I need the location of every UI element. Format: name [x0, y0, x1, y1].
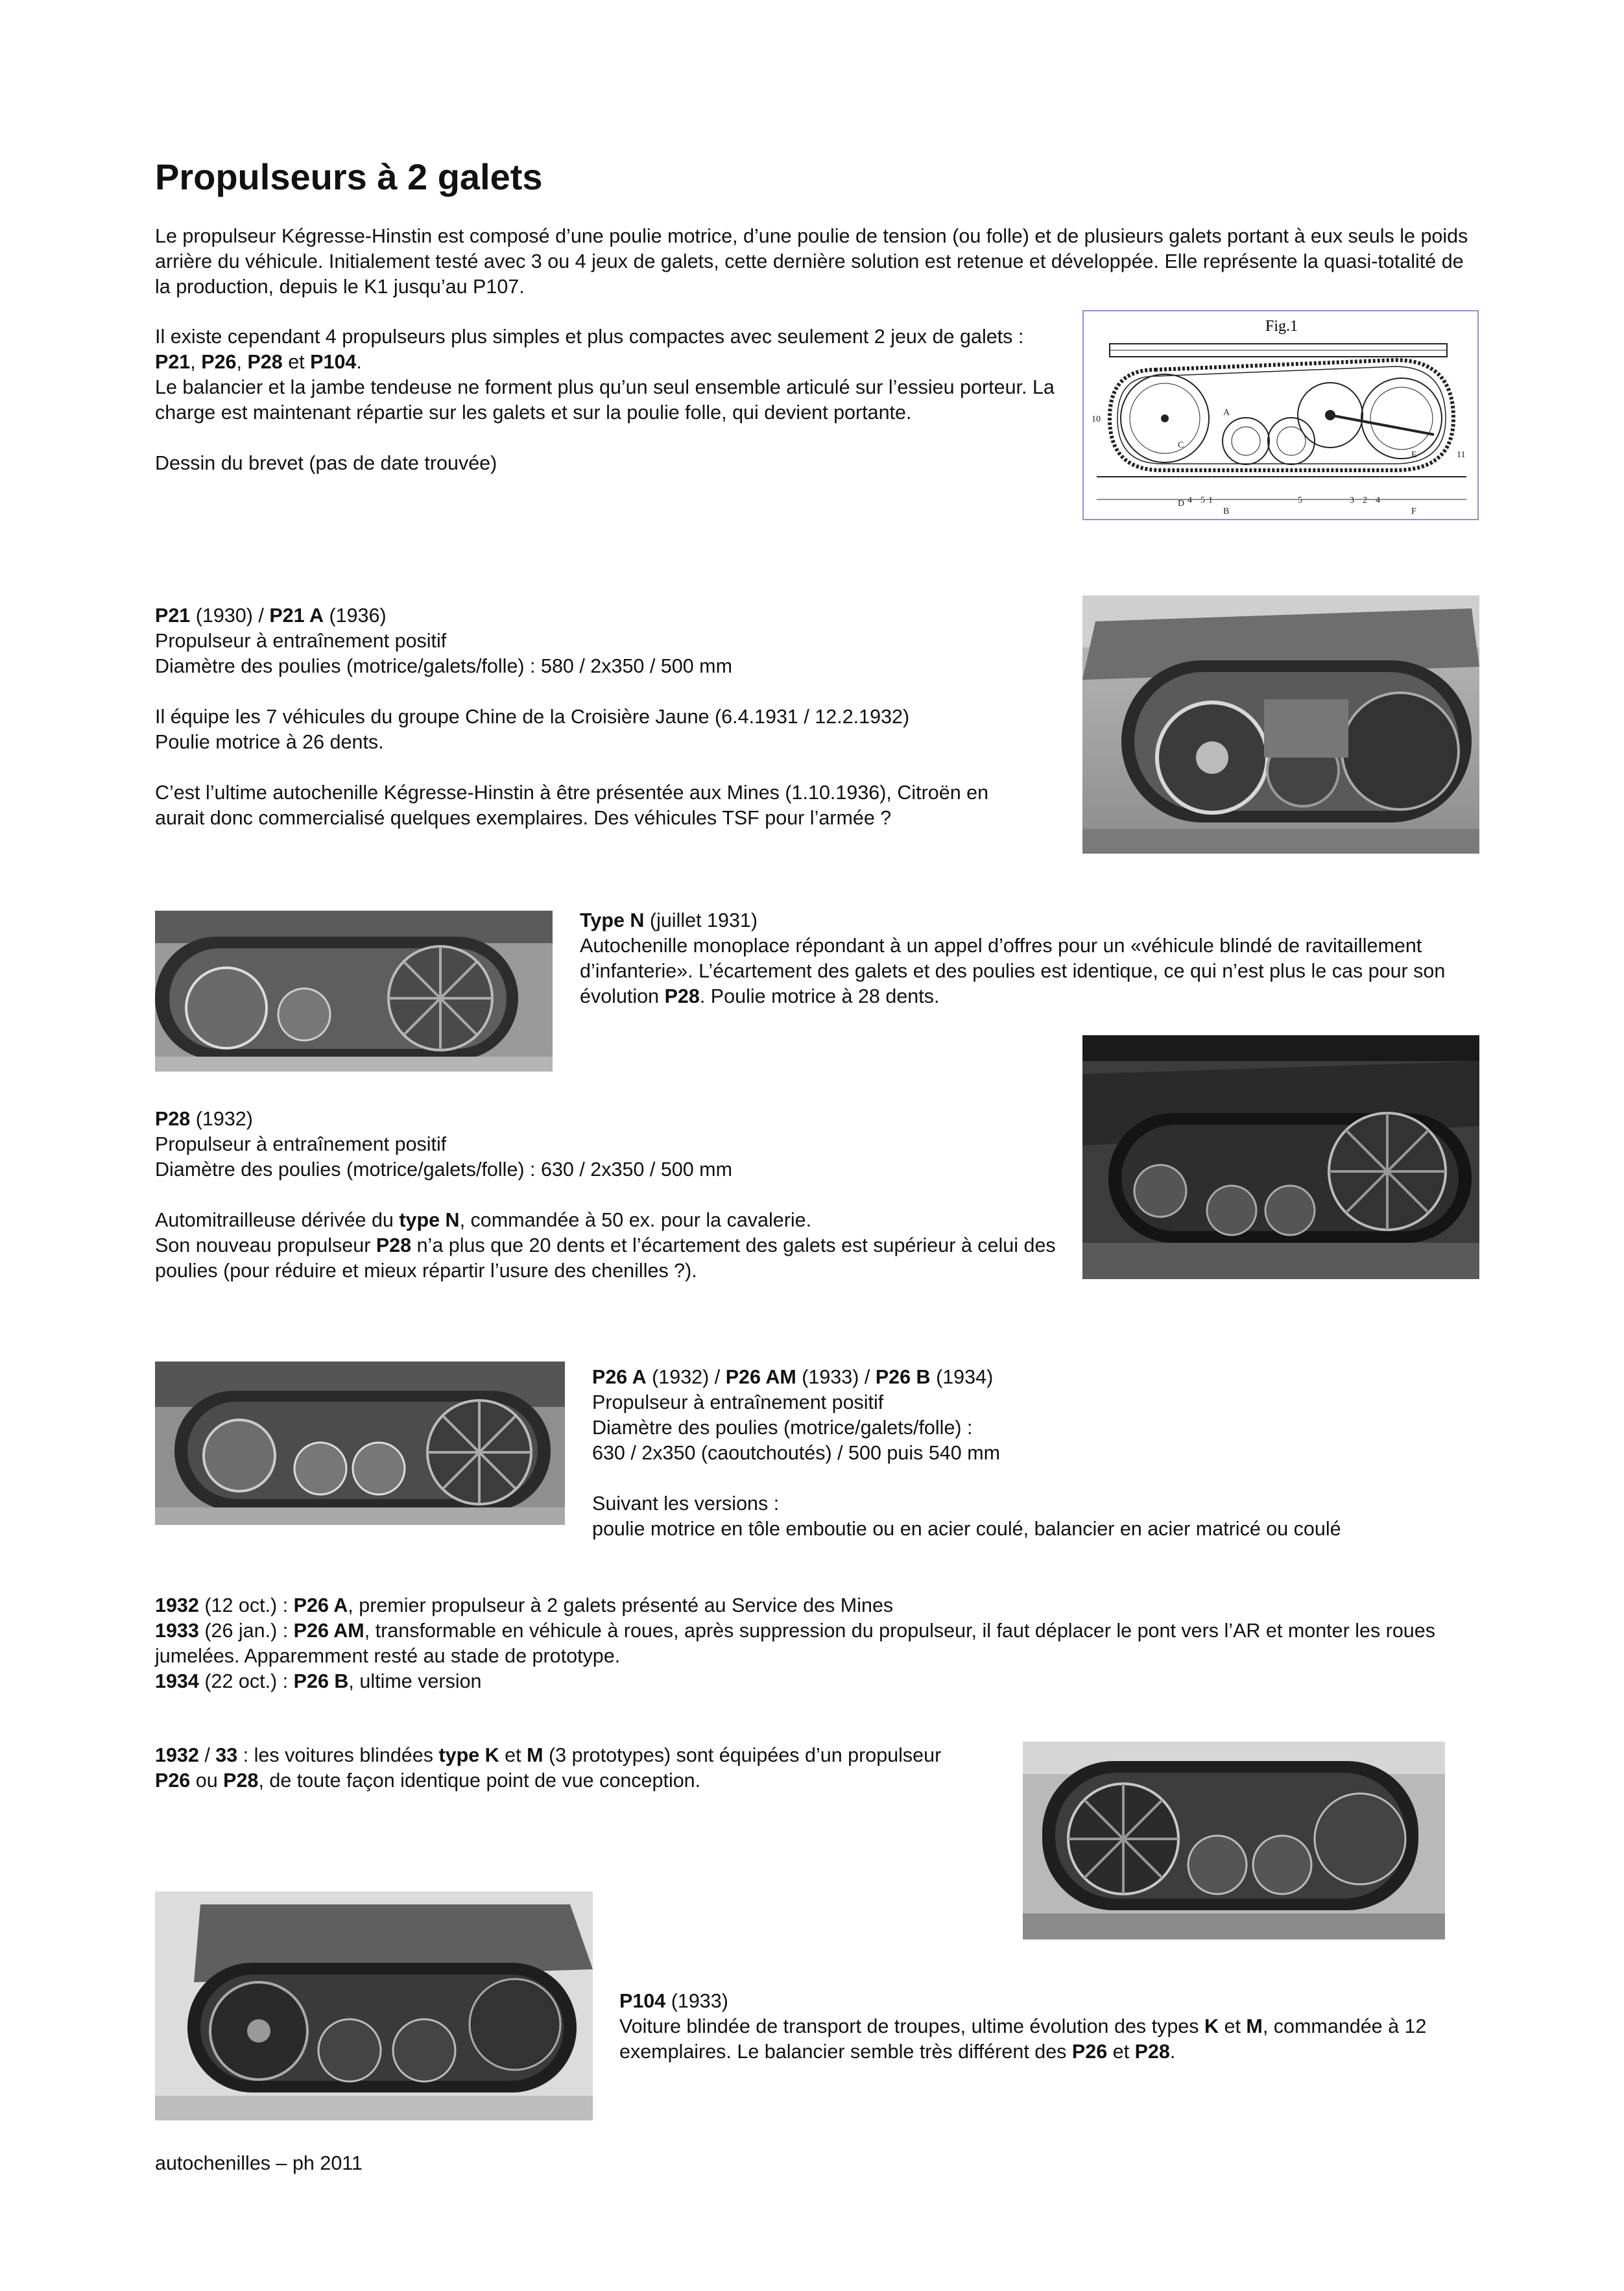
timeline-entry: 1932 (12 oct.) : P26 A, premier propulseur à 2 galets présenté au Service des Mines	[155, 1594, 894, 1616]
svg-text:E: E	[1411, 450, 1417, 460]
balancier-text: Le balancier et la jambe tendeuse ne forment plus qu’un seul ensemble articulé sur l’essieu porteur. La charge est maintenant répartie sur les galets et sur la poulie folle, qui devient portante.	[155, 376, 1055, 424]
p26-photo	[155, 1361, 565, 1525]
type-n-photo	[155, 911, 553, 1072]
p21-croisiere: Il équipe les 7 véhicules du groupe Chine de la Croisière Jaune (6.4.1931 / 12.2.1932)	[155, 706, 910, 728]
p28-drive: Propulseur à entraînement positif	[155, 1133, 447, 1155]
svg-text:C: C	[1178, 440, 1184, 450]
svg-text:4: 4	[1188, 496, 1192, 505]
km-section	[155, 1743, 946, 1793]
p26-diameters: 630 / 2x350 (caoutchoutés) / 500 puis 540 mm	[592, 1442, 1001, 1464]
timeline-entry: 1933 (26 jan.) : P26 AM, transformable en véhicule à roues, après suppression du propulseur, il faut déplacer le pont vers l’AR et monter les roues jumelées. Apparemment resté au stade de prototype.	[155, 1620, 1435, 1667]
p26-heading: P26 A (1932) / P26 AM (1933) / P26 B (1934)	[592, 1366, 994, 1388]
p21-heading: P21 (1930) / P21 A (1936)	[155, 605, 387, 627]
svg-text:11: 11	[1457, 450, 1466, 460]
p26-versions: poulie motrice en tôle emboutie ou en acier coulé, balancier en acier matricé ou coulé	[592, 1518, 1341, 1540]
timeline-entry: 1934 (22 oct.) : P26 B, ultime version	[155, 1670, 482, 1692]
svg-text:4: 4	[1376, 496, 1380, 505]
intro-text: Le propulseur Kégresse-Hinstin est composé d’une poulie motrice, d’une poulie de tension (ou folle) et de plusieurs galets portant à eux seuls le poids arrière du véhicule. Initialement testé avec 3 ou 4 jeux de galets, cette dernière solution est retenue et développée. Elle représente la quasi-totalité de la production, depuis le K1 jusqu’au P107.	[155, 225, 1468, 298]
patent-drawing	[1082, 310, 1479, 520]
svg-text:1: 1	[1208, 496, 1213, 505]
p104-description: Voiture blindée de transport de troupes, ultime évolution des types K et M, commandée à 12 exemplaires. Le balancier semble très différent des P26 et P28.	[619, 2015, 1427, 2063]
p21-diameters: Diamètre des poulies (motrice/galets/folle) : 580 / 2x350 / 500 mm	[155, 655, 732, 677]
p26-timeline	[155, 1593, 1459, 1694]
p28-heading: P28 (1932)	[155, 1108, 253, 1130]
svg-text:F: F	[1411, 507, 1416, 516]
svg-text:10: 10	[1092, 414, 1101, 424]
svg-text:A: A	[1223, 408, 1230, 418]
figure-caption: Fig.1	[1265, 318, 1298, 335]
p21-mines: C’est l’ultime autochenille Kégresse-Hinstin à être présentée aux Mines (1.10.1936), Citroën en aurait donc commercialisé quelques exemplaires. Des véhicules TSF pour l’armée ?	[155, 782, 989, 829]
p104-section	[619, 1989, 1482, 2065]
patent-caption: Dessin du brevet (pas de date trouvée)	[155, 452, 497, 474]
page-title: Propulseurs à 2 galets	[155, 156, 543, 197]
simple-propulsors-section	[155, 324, 1063, 476]
simple-propulsors-text: Il existe cependant 4 propulseurs plus simples et plus compactes avec seulement 2 jeux de galets : P21, P26, P28 et P104.	[155, 326, 1024, 373]
svg-text:B: B	[1223, 507, 1230, 516]
svg-text:2: 2	[1363, 496, 1367, 505]
svg-text:D: D	[1178, 499, 1185, 509]
p21-teeth: Poulie motrice à 26 dents.	[155, 731, 384, 753]
p26-drive: Propulseur à entraînement positif	[592, 1391, 884, 1413]
p28-automitrailleuse: Automitrailleuse dérivée du type N, commandée à 50 ex. pour la cavalerie.	[155, 1209, 812, 1231]
km-photo	[1023, 1742, 1445, 1939]
p26-diameters-label: Diamètre des poulies (motrice/galets/folle) :	[592, 1417, 973, 1439]
intro-paragraph	[155, 224, 1478, 300]
type-n-section	[580, 908, 1481, 1009]
type-n-description: Autochenille monoplace répondant à un appel d’offres pour un «véhicule blindé de ravitaillement d’infanterie». L’écartement des galets et des poulies est identique, ce qui n’est plus le cas pour son évolution P28. Poulie motrice à 28 dents.	[580, 935, 1446, 1007]
p104-photo	[155, 1891, 593, 2120]
p104-heading: P104 (1933)	[619, 1990, 728, 2012]
page-footer: autochenilles – ph 2011	[155, 2152, 363, 2174]
p26-section	[592, 1365, 1481, 1542]
svg-text:5: 5	[1200, 496, 1205, 505]
p28-section	[155, 1107, 1063, 1284]
p26-versions-label: Suivant les versions :	[592, 1493, 780, 1515]
p28-diameters: Diamètre des poulies (motrice/galets/folle) : 630 / 2x350 / 500 mm	[155, 1158, 732, 1181]
km-text: 1932 / 33 : les voitures blindées type K et M (3 prototypes) sont équipées d’un propulseur P26 ou P28, de toute façon identique point de vue conception.	[155, 1744, 942, 1792]
p21-section	[155, 603, 1063, 831]
type-n-heading: Type N (juillet 1931)	[580, 909, 758, 931]
svg-text:3: 3	[1350, 496, 1354, 505]
p21-photo	[1082, 595, 1479, 854]
p28-teeth: Son nouveau propulseur P28 n’a plus que 20 dents et l’écartement des galets est supérieur à celui des poulies (pour réduire et mieux répartir l’usure des chenilles ?).	[155, 1234, 1056, 1282]
svg-text:5: 5	[1298, 496, 1302, 505]
p28-photo	[1082, 1035, 1479, 1279]
p21-drive: Propulseur à entraînement positif	[155, 630, 447, 652]
